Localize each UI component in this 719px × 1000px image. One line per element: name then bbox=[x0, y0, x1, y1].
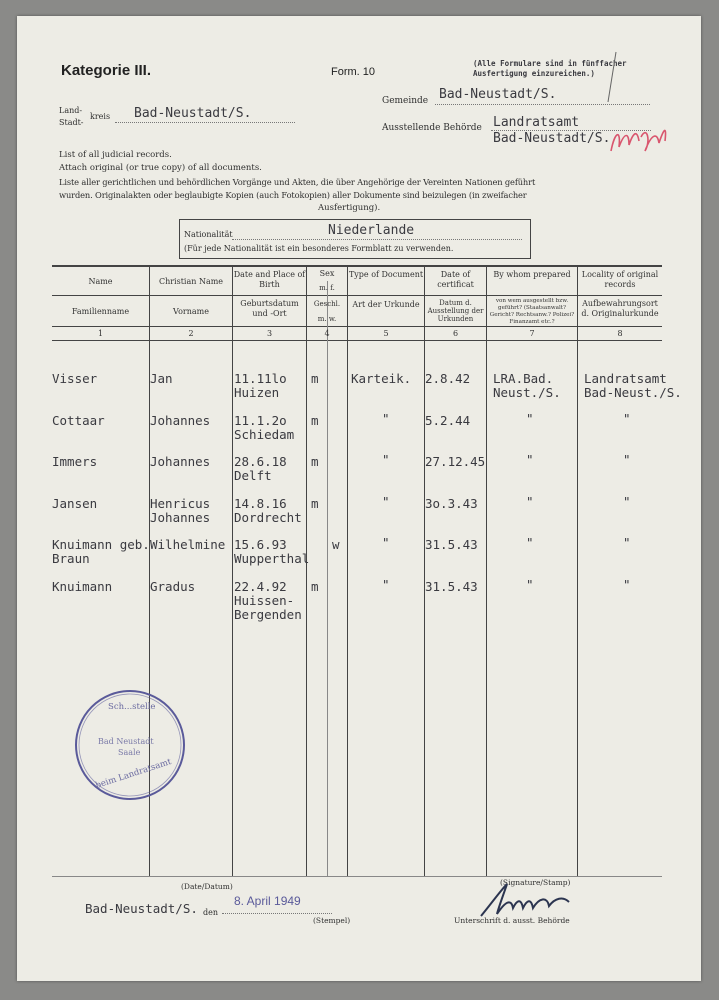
col-num-3: 3 bbox=[266, 329, 273, 338]
cell-birth-place-2: Bergenden bbox=[234, 607, 302, 622]
official-stamp bbox=[74, 689, 186, 801]
col-sex-en: Sex bbox=[319, 269, 335, 278]
cell-birth-date: 11.11lo bbox=[234, 371, 287, 386]
cell-loc-1: " bbox=[623, 452, 631, 467]
cell-name: Cottaar bbox=[52, 413, 105, 428]
cell-doc: " bbox=[382, 452, 390, 467]
cell-first: Henricus bbox=[150, 496, 211, 511]
cell-first: Wilhelmine bbox=[150, 537, 226, 552]
unterschrift-label: Unterschrift d. ausst. Behörde bbox=[454, 916, 570, 925]
col-num-8: 8 bbox=[617, 329, 623, 338]
col-type-en: Type of Document bbox=[348, 270, 424, 279]
cell-name: Visser bbox=[52, 371, 98, 386]
instruction-de-3: Ausfertigung). bbox=[318, 203, 381, 213]
cell-name-2: Braun bbox=[52, 551, 90, 566]
instruction-de-2: wurden. Originalakten oder beglaubigte Kopien (auch Fotokopien) aller Dokumente sind beizulegen (in zweifacher bbox=[59, 190, 527, 200]
col-byw-en: By whom prepared bbox=[493, 270, 571, 279]
cell-first: Johannes bbox=[150, 454, 211, 469]
col-num-2: 2 bbox=[188, 329, 194, 338]
instruction-de-1: Liste aller gerichtlichen und behördlichen Vorgänge und Akten, die über Angehörige der Vereinten Nationen geführt bbox=[59, 177, 536, 187]
landkreis-value: Bad-Neustadt/S. bbox=[134, 106, 252, 121]
cell-first: Johannes bbox=[150, 413, 211, 428]
cell-by-1: LRA.Bad. bbox=[493, 371, 554, 386]
gemeinde-value: Bad-Neustadt/S. bbox=[439, 87, 557, 102]
col-type-de: Art der Urkunde bbox=[352, 300, 420, 309]
cell-sex-m: m bbox=[311, 454, 319, 469]
footer-place: Bad-Neustadt/S. bbox=[85, 901, 198, 916]
red-pencil-annotation-icon bbox=[607, 111, 673, 165]
cell-doc: " bbox=[382, 535, 390, 550]
cell-sex-m: m bbox=[311, 579, 319, 594]
cell-by-1: " bbox=[526, 411, 534, 426]
cell-birth-date: 22.4.92 bbox=[234, 579, 287, 594]
pencil-mark-icon bbox=[602, 50, 622, 106]
cell-by-1: " bbox=[526, 452, 534, 467]
cell-by-1: " bbox=[526, 494, 534, 509]
nationality-box bbox=[179, 219, 531, 259]
col-num-7: 7 bbox=[529, 329, 535, 338]
form-sheet bbox=[17, 16, 701, 981]
col-num-5: 5 bbox=[383, 329, 389, 338]
cell-name: Jansen bbox=[52, 496, 98, 511]
cell-loc-1: " bbox=[623, 411, 631, 426]
cell-first-2: Johannes bbox=[150, 510, 211, 525]
cell-date: 3o.3.43 bbox=[425, 496, 478, 511]
cell-date: 31.5.43 bbox=[425, 537, 478, 552]
cell-first: Jan bbox=[150, 371, 173, 386]
cell-sex-m: m bbox=[311, 496, 319, 511]
cell-doc: Karteik. bbox=[351, 371, 412, 386]
cell-name: Knuimann geb. bbox=[52, 537, 150, 552]
col-date-en: Date of certificat bbox=[437, 270, 474, 289]
cell-date: 27.12.45 bbox=[425, 454, 486, 469]
behoerde-value-1: Landratsamt bbox=[493, 115, 580, 130]
cell-birth-place: Wupperthal bbox=[234, 551, 310, 566]
cell-sex-m: m bbox=[311, 371, 319, 386]
cell-sex-f: w bbox=[332, 537, 340, 552]
nationality-note: (Für jede Nationalität ist ein besonderes Formblatt zu verwenden. bbox=[184, 244, 454, 253]
date-stamp: 8. April 1949 bbox=[234, 894, 301, 908]
col-sex-en-sub: m. f. bbox=[319, 284, 335, 292]
cell-date: 5.2.44 bbox=[425, 413, 471, 428]
cell-date: 31.5.43 bbox=[425, 579, 478, 594]
cell-name: Knuimann bbox=[52, 579, 113, 594]
stamp-text-top: Sch...stelle bbox=[108, 702, 156, 712]
cell-by-1: " bbox=[526, 577, 534, 592]
cell-by-2: Neust./S. bbox=[493, 385, 561, 400]
cell-birth-place: Dordrecht bbox=[234, 510, 302, 525]
cell-birth-date: 14.8.16 bbox=[234, 496, 287, 511]
col-name-en: Name bbox=[88, 277, 113, 286]
col-christian-de: Vorname bbox=[173, 307, 209, 316]
instruction-en-1: List of all judicial records. bbox=[59, 150, 172, 160]
date-label: (Date/Datum) bbox=[181, 882, 233, 891]
col-num-4: 4 bbox=[324, 329, 330, 338]
cell-loc-1: " bbox=[623, 494, 631, 509]
stamp-text-bottom: beim Landratsamt bbox=[94, 757, 173, 791]
cell-name: Immers bbox=[52, 454, 98, 469]
cell-birth-place: Schiedam bbox=[234, 427, 295, 442]
cell-birth-place: Huizen bbox=[234, 385, 280, 400]
footer-den: den bbox=[203, 908, 219, 917]
cell-loc-1: " bbox=[623, 535, 631, 550]
col-num-6: 6 bbox=[452, 329, 459, 338]
cell-loc-2: Bad-Neust./S. bbox=[584, 385, 682, 400]
cell-first: Gradus bbox=[150, 579, 196, 594]
signature-label: (Signature/Stamp) bbox=[500, 878, 571, 887]
col-locality-de: Aufbewahrungsort d. Originalurkunde bbox=[581, 299, 659, 318]
cell-loc-1: " bbox=[623, 577, 631, 592]
copies-note-2: Ausfertigung einzureichen.) bbox=[473, 69, 595, 78]
copies-note-1: (Alle Formulare sind in fünffacher bbox=[473, 59, 627, 68]
behoerde-label: Ausstellende Behörde bbox=[382, 123, 482, 133]
gemeinde-label: Gemeinde bbox=[382, 96, 429, 106]
cell-birth-place: Huissen- bbox=[234, 593, 295, 608]
landkreis-label-top: Land- bbox=[59, 106, 83, 115]
cell-loc-1: Landratsamt bbox=[584, 371, 667, 386]
nationality-value: Niederlande bbox=[328, 223, 415, 238]
col-birth-en: Date and Place of Birth bbox=[233, 270, 306, 289]
cell-doc: " bbox=[382, 494, 390, 509]
cell-birth-date: 11.1.2o bbox=[234, 413, 287, 428]
col-sex-de: Geschl. bbox=[313, 300, 341, 308]
instruction-en-2: Attach original (or true copy) of all documents. bbox=[59, 163, 262, 173]
col-christian-en: Christian Name bbox=[158, 277, 224, 286]
col-birth-de: Geburtsdatum und -Ort bbox=[240, 299, 299, 318]
col-num-1: 1 bbox=[97, 329, 104, 338]
col-sex-de-sub: m. w. bbox=[317, 315, 337, 323]
cell-sex-m: m bbox=[311, 413, 319, 428]
cell-doc: " bbox=[382, 577, 390, 592]
cell-doc: " bbox=[382, 411, 390, 426]
landkreis-label-kreis: kreis bbox=[90, 112, 111, 121]
cell-by-1: " bbox=[526, 535, 534, 550]
nationality-label: Nationalität bbox=[184, 230, 233, 239]
col-locality-en: Locality of original records bbox=[581, 270, 659, 289]
cell-date: 2.8.42 bbox=[425, 371, 471, 386]
cell-birth-place: Delft bbox=[234, 468, 272, 483]
behoerde-value-2: Bad-Neustadt/S. bbox=[493, 131, 611, 146]
cell-birth-date: 28.6.18 bbox=[234, 454, 287, 469]
stamp-text-mid2: Saale bbox=[118, 748, 141, 757]
category-title: Kategorie III. bbox=[61, 62, 152, 79]
landkreis-label-bottom: Stadt- bbox=[59, 118, 84, 127]
col-name-de: Familienname bbox=[71, 307, 130, 316]
stamp-text-mid1: Bad Neustadt bbox=[98, 737, 154, 746]
stempel-label: (Stempel) bbox=[313, 916, 351, 925]
cell-birth-date: 15.6.93 bbox=[234, 537, 287, 552]
form-number: Form. 10 bbox=[331, 66, 376, 78]
col-byw-de: von wem ausgestellt bzw. geführt? (Staatsanwalt? Gericht? Rechtsanw.? Polizei? Finanzamt etc.? bbox=[489, 298, 575, 325]
col-date-de: Datum d. Ausstellung der Urkunden bbox=[427, 299, 484, 323]
signature-icon bbox=[477, 880, 577, 920]
